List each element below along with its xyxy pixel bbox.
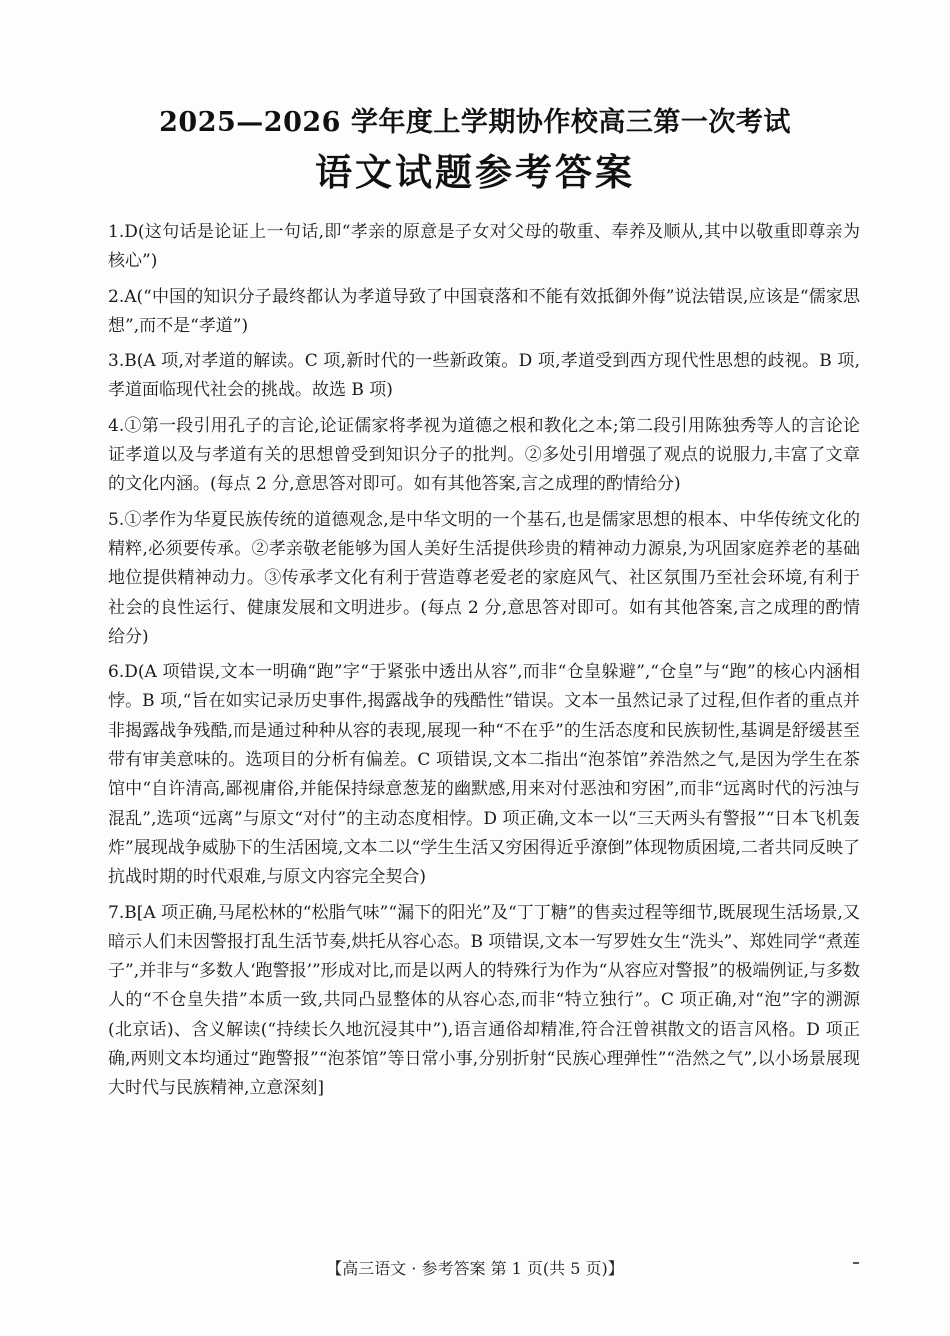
answer-number: 5. <box>108 509 125 530</box>
answer-item-4 <box>108 412 860 500</box>
answer-text: A(“中国的知识分子最终都认为孝道导致了中国衰落和不能有效抵御外侮”说法错误,应该是“儒家思想”,而不是“孝道”) <box>108 286 860 336</box>
answer-item-7 <box>108 899 860 1104</box>
answer-item-1 <box>108 218 860 277</box>
answer-text: ①孝作为华夏民族传统的道德观念,是中华文明的一个基石,也是儒家思想的根本、中华传统文化的精粹,必须要传承。②孝亲敬老能够为国人美好生活提供珍贵的精神动力源泉,为巩固家庭养老的基础地位提供精神动力。③传承孝文化有利于营造尊老爱老的家庭风气、社区氛围乃至社会环境,有利于社会的良性运行、健康发展和文明进步。(每点 2 分,意思答对即可。如有其他答案,言之成理的酌情给分) <box>108 509 860 647</box>
answer-number: 3. <box>108 351 125 372</box>
corner-mark <box>853 1262 859 1264</box>
answer-text: D(这句话是论证上一句话,即“孝亲的原意是子女对父母的敬重、奉养及顺从,其中以敬重即尊亲为核心”) <box>108 222 860 272</box>
answer-text: ①第一段引用孔子的言论,论证儒家将孝视为道德之根和教化之本;第二段引用陈独秀等人的言论论证孝道以及与孝道有关的思想曾受到知识分子的批判。②多处引用增强了观点的说服力,丰富了文章的文化内涵。(每点 2 分,意思答对即可。如有其他答案,言之成理的酌情给分) <box>108 415 860 495</box>
answer-item-3 <box>108 347 860 406</box>
answer-number: 2. <box>108 286 125 307</box>
answer-list <box>108 218 860 1110</box>
answer-item-2 <box>108 283 860 342</box>
answer-text: D(A 项错误,文本一明确“跑”字“于紧张中透出从容”,而非“仓皇躲避”,“仓皇”与“跑”的核心内涵相悖。B 项,“旨在如实记录历史事件,揭露战争的残酷性”错误。文本一虽然记录了过程,但作者的重点并非揭露战争残酷,而是通过种种从容的表现,展现一种“不在乎”的生活态度和民族韧性,基调是舒缓甚至带有审美意味的。选项目的分析有偏差。C 项错误,文本二指出“泡茶馆”养浩然之气,是因为学生在茶馆中“自许清高,鄙视庸俗,并能保持绿意葱茏的幽默感,用来对付恶浊和穷困”,而非“远离时代的污浊与混乱”,选项“远离”与原文“对付”的主动态度相悖。D 项正确,文本一以“三天两头有警报”“日本飞机轰炸”展现战争威胁下的生活困境,文本二以“学生生活又穷困得近乎潦倒”体现物质困境,二者共同反映了抗战时期的时代艰难,与原文内容完全契合) <box>108 662 860 888</box>
document-subtitle: 语文试题参考答案 <box>315 150 635 194</box>
answer-number: 1. <box>108 222 125 242</box>
answer-number: 4. <box>108 415 125 436</box>
answer-number: 6. <box>108 662 125 683</box>
answer-number: 7. <box>108 902 125 923</box>
page-footer: 【高三语文 · 参考答案 第 1 页(共 5 页)】 <box>326 1259 624 1278</box>
exam-title: 2025—2026 学年度上学期协作校高三第一次考试 <box>159 107 791 138</box>
answer-item-5 <box>108 506 860 652</box>
answer-text: B(A 项,对孝道的解读。C 项,新时代的一些新政策。D 项,孝道受到西方现代性思想的歧视。B 项,孝道面临现代社会的挑战。故选 B 项) <box>108 351 860 401</box>
answer-item-6 <box>108 658 860 892</box>
answer-text: B[A 项正确,马尾松林的“松脂气味”“漏下的阳光”及“丁丁糖”的售卖过程等细节,既展现生活场景,又暗示人们未因警报打乱生活节奏,烘托从容心态。B 项错误,文本一写罗姓女生“洗头”、郑姓同学“煮莲子”,并非与“多数人‘跑警报’”形成对比,而是以两人的特殊行为作为“从容应对警报”的极端例证,与多数人的“不仓皇失措”本质一致,共同凸显整体的从容心态,而非“特立独行”。C 项正确,对“泡”字的溯源(北京话)、含义解读(“持续长久地沉浸其中”),语言通俗却精准,符合汪曾祺散文的语言风格。D 项正确,两则文本均通过“跑警报”“泡茶馆”等日常小事,分别折射“民族心理弹性”“浩然之气”,以小场景展现大时代与民族精神,立意深刻] <box>108 902 860 1099</box>
